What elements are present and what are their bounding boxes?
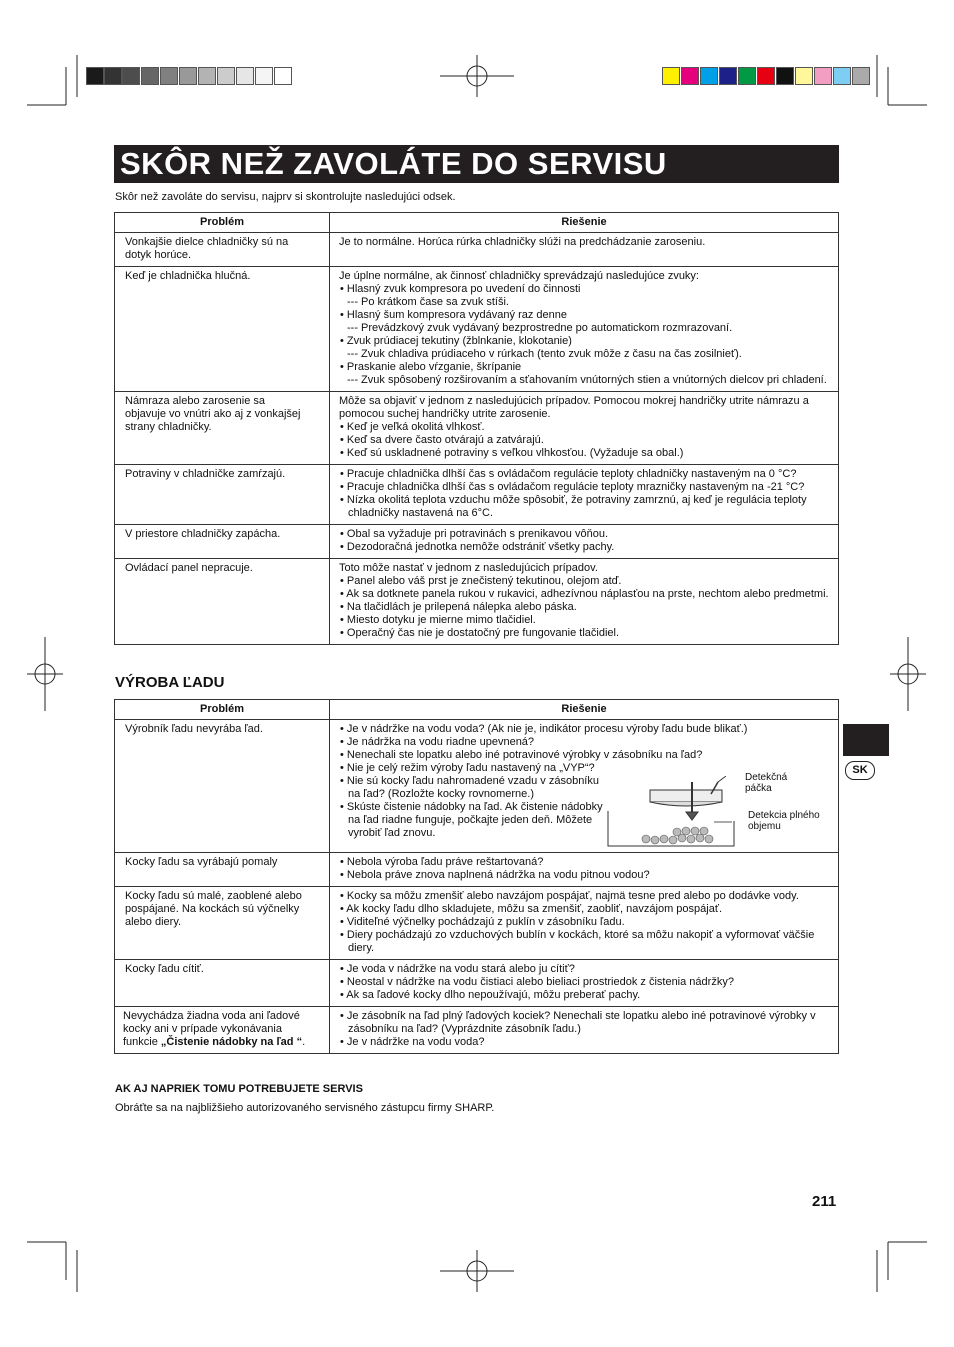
solution-cell bbox=[330, 960, 839, 1007]
bullet-item: • Hlasný šum kompresora vydávaný raz denne bbox=[340, 309, 568, 321]
solution-cell bbox=[330, 233, 839, 267]
problem-text: dotyk horúce. bbox=[125, 249, 192, 261]
problem-text: Kocky ľadu sa vyrábajú pomaly bbox=[125, 856, 278, 868]
table-row bbox=[115, 233, 839, 267]
problem-cell bbox=[115, 233, 330, 267]
problem-text: Kocky ľadu cítiť. bbox=[125, 963, 204, 975]
gray-swatch bbox=[255, 67, 273, 85]
gray-swatch bbox=[122, 67, 140, 85]
table-row bbox=[115, 960, 839, 1007]
problem-cell bbox=[115, 1007, 330, 1054]
problem-cell bbox=[115, 960, 330, 1007]
page-title: SKÔR NEŽ ZAVOLÁTE DO SERVISU bbox=[114, 145, 839, 183]
bullet-item: • Skúste čistenie nádobky na ľad. Ak čistenie nádobky na ľad riadne funguje, počkajte jeden deň. Môžete vyrobiť ľad znovu. bbox=[340, 801, 603, 839]
problem-text: Výrobník ľadu nevyrába ľad. bbox=[125, 723, 263, 735]
solution-text: Je úplne normálne, ak činnosť chladničky sprevádzajú nasledujúce zvuky: bbox=[339, 270, 699, 282]
problem-text: objavuje vo vnútri ako aj z vonkajšej bbox=[125, 408, 301, 420]
bullet-item: • Nie je celý režim výroby ľadu nastavený na „VYP“? bbox=[340, 762, 595, 774]
problem-text: Keď je chladnička hlučná. bbox=[125, 270, 251, 282]
problem-cell bbox=[115, 853, 330, 887]
gray-swatch bbox=[217, 67, 235, 85]
column-header-problem: Problém bbox=[115, 700, 330, 720]
problem-text: alebo diery. bbox=[125, 916, 182, 928]
solution-text: Je to normálne. Horúca rúrka chladničky slúži na predchádzanie zaroseniu. bbox=[339, 236, 706, 248]
solution-cell bbox=[330, 525, 839, 559]
solution-cell bbox=[330, 267, 839, 392]
bullet-item: • Pracuje chladnička dlhší čas s ovládačom regulácie teploty chladničky nastaveným na 0 °C? bbox=[340, 468, 797, 480]
problem-text-part: . bbox=[302, 1036, 306, 1048]
sub-item: --- Prevádzkový zvuk vydávaný bezprostredne po automatickom rozmrazovaní. bbox=[347, 322, 733, 334]
solution-cell bbox=[330, 887, 839, 960]
color-swatch bbox=[719, 67, 737, 85]
table-row bbox=[115, 887, 839, 960]
solution-cell bbox=[330, 1007, 839, 1054]
table-row bbox=[115, 267, 839, 392]
bullet-item: • Nebola výroba ľadu práve reštartovaná? bbox=[340, 856, 544, 868]
language-tab bbox=[843, 724, 889, 756]
bullet-item: • Nízka okolitá teplota vzduchu môže spôsobiť, že potraviny zamrznú, aj keď je regulácia teploty chladničky nastavená na 6°C. bbox=[340, 494, 807, 519]
solution-list bbox=[339, 762, 609, 840]
problem-text: Potraviny v chladničke zamŕzajú. bbox=[125, 468, 286, 480]
bullet-item: • Nenechali ste lopatku alebo iné potravinové výrobky v zásobníku na ľad? bbox=[340, 749, 703, 761]
bullet-item: • Keď je veľká okolitá vlhkosť. bbox=[340, 421, 485, 433]
solution-cell bbox=[330, 559, 839, 645]
bullet-item: • Ak kocky ľadu dlho skladujete, môžu sa zmenšiť, zaobliť, navzájom pospájať. bbox=[340, 903, 723, 915]
bullet-item: • Pracuje chladnička dlhší čas s ovládačom regulácie teploty mrazničky nastaveným na -21 °C? bbox=[340, 481, 805, 493]
solution-text: Môže sa objaviť v jednom z nasledujúcich prípadov. Pomocou mokrej handričky utrite námrazu a pomocou suchej handričky utrite zarosenie. bbox=[339, 395, 809, 420]
problem-cell bbox=[115, 887, 330, 960]
column-header-solution: Riešenie bbox=[330, 213, 839, 233]
color-swatch bbox=[776, 67, 794, 85]
table-row bbox=[115, 853, 839, 887]
bullet-item: • Je v nádržke na vodu voda? (Ak nie je, indikátor procesu výroby ľadu bude blikať.) bbox=[340, 723, 748, 735]
color-swatch bbox=[738, 67, 756, 85]
problem-cell bbox=[115, 465, 330, 525]
color-swatch bbox=[757, 67, 775, 85]
problem-text: V priestore chladničky zapácha. bbox=[125, 528, 281, 540]
problem-text: kocky ani v prípade vykonávania bbox=[123, 1023, 282, 1035]
color-swatch bbox=[814, 67, 832, 85]
gray-swatch bbox=[141, 67, 159, 85]
solution-list bbox=[339, 723, 832, 762]
bullet-item: • Na tlačidlách je prilepená nálepka alebo páska. bbox=[340, 601, 577, 613]
bullet-item: • Viditeľné výčnelky pochádzajú z puklín v zásobníku ľadu. bbox=[340, 916, 625, 928]
bullet-item: • Je zásobník na ľad plný ľadových kociek? Nenechali ste lopatku alebo iné potravinové výrobky v zásobníku na ľad? (Vyprázdnite zásobník ľadu.) bbox=[340, 1010, 816, 1035]
bullet-item: • Miesto dotyku je mierne mimo tlačidiel. bbox=[340, 614, 536, 626]
sub-item: --- Po krátkom čase sa zvuk stíši. bbox=[347, 296, 509, 308]
bullet-item: • Keď sa dvere často otvárajú a zatvárajú. bbox=[340, 434, 544, 446]
table-row bbox=[115, 559, 839, 645]
problem-text: Námraza alebo zarosenie sa bbox=[125, 395, 266, 407]
solution-text: Toto môže nastať v jednom z nasledujúcich prípadov. bbox=[339, 562, 598, 574]
table-row bbox=[115, 392, 839, 465]
problem-cell bbox=[115, 559, 330, 645]
bullet-item: • Nebola práve znova naplnená nádržka na vodu pitnou vodou? bbox=[340, 869, 650, 881]
gray-swatch bbox=[274, 67, 292, 85]
column-header-problem: Problém bbox=[115, 213, 330, 233]
gray-swatch bbox=[86, 67, 104, 85]
bullet-item: • Operačný čas nie je dostatočný pre fungovanie tlačidiel. bbox=[340, 627, 620, 639]
page-number: 211 bbox=[812, 1193, 837, 1210]
language-badge: SK bbox=[845, 761, 875, 780]
bullet-item: • Hlasný zvuk kompresora po uvedení do činnosti bbox=[340, 283, 581, 295]
solution-cell bbox=[330, 392, 839, 465]
bullet-item: • Je nádržka na vodu riadne upevnená? bbox=[340, 736, 535, 748]
label-detection-lever: Detekčná páčka bbox=[745, 772, 788, 794]
color-swatch bbox=[662, 67, 680, 85]
color-swatch bbox=[700, 67, 718, 85]
service-heading: AK AJ NAPRIEK TOMU POTREBUJETE SERVIS bbox=[115, 1083, 363, 1095]
bullet-item: • Obal sa vyžaduje pri potravinách s prenikavou vôňou. bbox=[340, 528, 609, 540]
gray-swatch bbox=[179, 67, 197, 85]
ice-troubleshooting-table bbox=[114, 699, 839, 1054]
label-full-detection: Detekcia plného objemu bbox=[748, 810, 820, 832]
color-swatch bbox=[833, 67, 851, 85]
gray-swatch bbox=[236, 67, 254, 85]
ice-maker-illustration bbox=[606, 776, 736, 850]
color-swatch bbox=[681, 67, 699, 85]
solution-cell bbox=[330, 853, 839, 887]
bullet-item: • Neostal v nádržke na vodu čistiaci alebo bieliaci prostriedok z čistenia nádržky? bbox=[340, 976, 734, 988]
bullet-item: • Je v nádržke na vodu voda? bbox=[340, 1036, 485, 1048]
function-name: „Čistenie nádobky na ľad “ bbox=[160, 1036, 303, 1048]
table-row bbox=[115, 1007, 839, 1054]
solution-cell bbox=[330, 720, 839, 853]
bullet-item: • Panel alebo váš prst je znečistený tekutinou, olejom atď. bbox=[340, 575, 622, 587]
bullet-item: • Ak sa dotknete panela rukou v rukavici, adhezívnou náplasťou na prste, nechtom alebo predmetmi. bbox=[340, 588, 829, 600]
problem-cell bbox=[115, 392, 330, 465]
bullet-item: • Nie sú kocky ľadu nahromadené vzadu v zásobníku na ľad? (Rozložte kocky rovnomerne.) bbox=[340, 775, 599, 800]
problem-text: strany chladničky. bbox=[125, 421, 212, 433]
bullet-item: • Ak sa ľadové kocky dlho nepoužívajú, môžu preberať pachy. bbox=[340, 989, 641, 1001]
table-row bbox=[115, 525, 839, 559]
problem-text-part: funkcie bbox=[123, 1036, 161, 1048]
sub-item: --- Zvuk spôsobený rozširovaním a sťahovaním vnútorných stien a vnútorných dielcov pri chladení. bbox=[347, 374, 827, 386]
bullet-item: • Dezodoračná jednotka nemôže odstrániť všetky pachy. bbox=[340, 541, 615, 553]
color-swatch bbox=[795, 67, 813, 85]
problem-cell bbox=[115, 267, 330, 392]
problem-text: Ovládací panel nepracuje. bbox=[125, 562, 253, 574]
bullet-item: • Diery pochádzajú zo vzduchových bublín v kockách, ktoré sa môžu nakopiť a vyformovať väčšie diery. bbox=[340, 929, 815, 954]
intro-text: Skôr než zavoláte do servisu, najprv si skontrolujte nasledujúci odsek. bbox=[115, 191, 456, 203]
gray-swatch bbox=[198, 67, 216, 85]
problem-text: pospájané. Na kockách sú výčnelky bbox=[125, 903, 300, 915]
problem-text: Kocky ľadu sú malé, zaoblené alebo bbox=[125, 890, 302, 902]
gray-swatch bbox=[160, 67, 178, 85]
problem-cell bbox=[115, 720, 330, 853]
problem-text: Vonkajšie dielce chladničky sú na bbox=[125, 236, 289, 248]
problem-text bbox=[123, 1036, 323, 1049]
bullet-item: • Zvuk prúdiacej tekutiny (žblnkanie, klokotanie) bbox=[340, 335, 572, 347]
table-row bbox=[115, 720, 839, 853]
sub-item: --- Zvuk chladiva prúdiaceho v rúrkach (tento zvuk môže z času na čas zosilnieť). bbox=[347, 348, 742, 360]
gray-swatch bbox=[104, 67, 122, 85]
column-header-solution: Riešenie bbox=[330, 700, 839, 720]
bullet-item: • Kocky sa môžu zmenšiť alebo navzájom pospájať, najmä tesne pred alebo po dodávke vody. bbox=[340, 890, 799, 902]
problem-text: Nevychádza žiadna voda ani ľadové bbox=[123, 1010, 300, 1022]
solution-cell bbox=[330, 465, 839, 525]
service-text: Obráťte sa na najbližšieho autorizovaného servisného zástupcu firmy SHARP. bbox=[115, 1102, 495, 1114]
troubleshooting-table bbox=[114, 212, 839, 645]
bullet-item: • Keď sú uskladnené potraviny s veľkou vlhkosťou. (Vyžaduje sa obal.) bbox=[340, 447, 684, 459]
bullet-item: • Je voda v nádržke na vodu stará alebo ju cítiť? bbox=[340, 963, 575, 975]
bullet-item: • Praskanie alebo vŕzganie, škrípanie bbox=[340, 361, 522, 373]
section-title-ice: VÝROBA ĽADU bbox=[115, 674, 225, 691]
table-row bbox=[115, 465, 839, 525]
problem-cell bbox=[115, 525, 330, 559]
color-swatch bbox=[852, 67, 870, 85]
